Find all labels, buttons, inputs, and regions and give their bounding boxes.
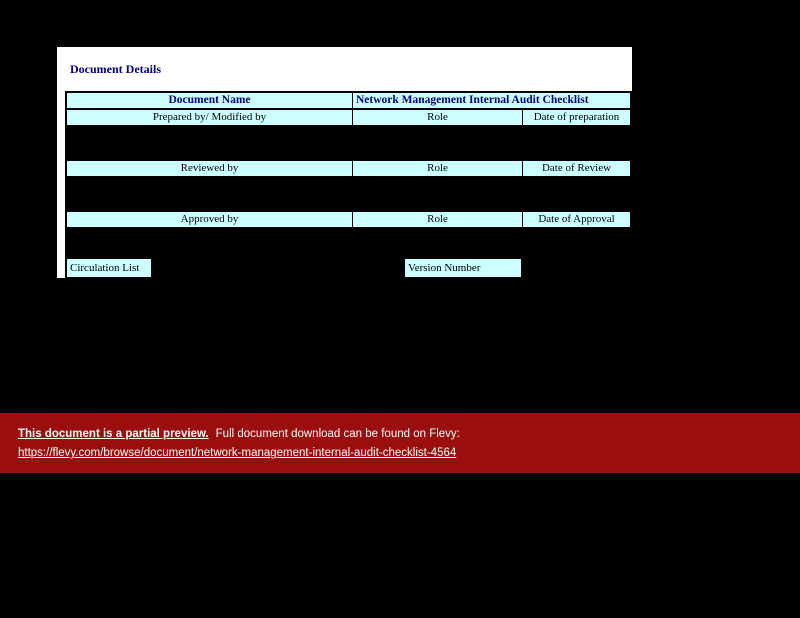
banner-regular-text: Full document download can be found on Flevy:	[215, 428, 460, 440]
document-details-table-header-block	[65, 91, 632, 127]
page-left-margin	[57, 91, 65, 278]
date-of-review-cell: Date of Review	[522, 161, 630, 176]
role-header-cell: Role	[352, 110, 522, 125]
reviewed-by-row-block	[65, 159, 632, 178]
role-header-cell: Role	[352, 161, 522, 176]
role-header-cell: Role	[352, 212, 522, 227]
banner-bold-text: This document is a partial preview.	[18, 428, 209, 440]
prepared-by-label-cell: Prepared by/ Modified by	[67, 110, 352, 125]
table-row	[67, 93, 630, 108]
table-row	[67, 108, 630, 125]
document-name-value-cell: Network Management Internal Audit Checklist	[352, 93, 630, 108]
circulation-list-cell: Circulation List	[66, 258, 152, 278]
flevy-document-link[interactable]: https://flevy.com/browse/document/network-management-internal-audit-checklist-4564	[18, 447, 457, 459]
table-row	[67, 161, 630, 176]
redacted-row	[65, 178, 632, 210]
approved-by-label-cell: Approved by	[67, 212, 352, 227]
redacted-row	[65, 125, 632, 159]
page-title: Document Details	[70, 62, 161, 76]
date-of-approval-cell: Date of Approval	[522, 212, 630, 227]
document-name-label-cell: Document Name	[67, 93, 352, 108]
banner-link-line	[18, 446, 800, 460]
approved-by-row-block	[65, 210, 632, 229]
partial-preview-banner	[0, 413, 800, 473]
date-of-preparation-cell: Date of preparation	[522, 110, 630, 125]
document-page-top	[57, 47, 632, 91]
banner-message	[18, 427, 800, 441]
version-number-cell: Version Number	[404, 258, 522, 278]
reviewed-by-label-cell: Reviewed by	[67, 161, 352, 176]
table-row	[67, 212, 630, 227]
